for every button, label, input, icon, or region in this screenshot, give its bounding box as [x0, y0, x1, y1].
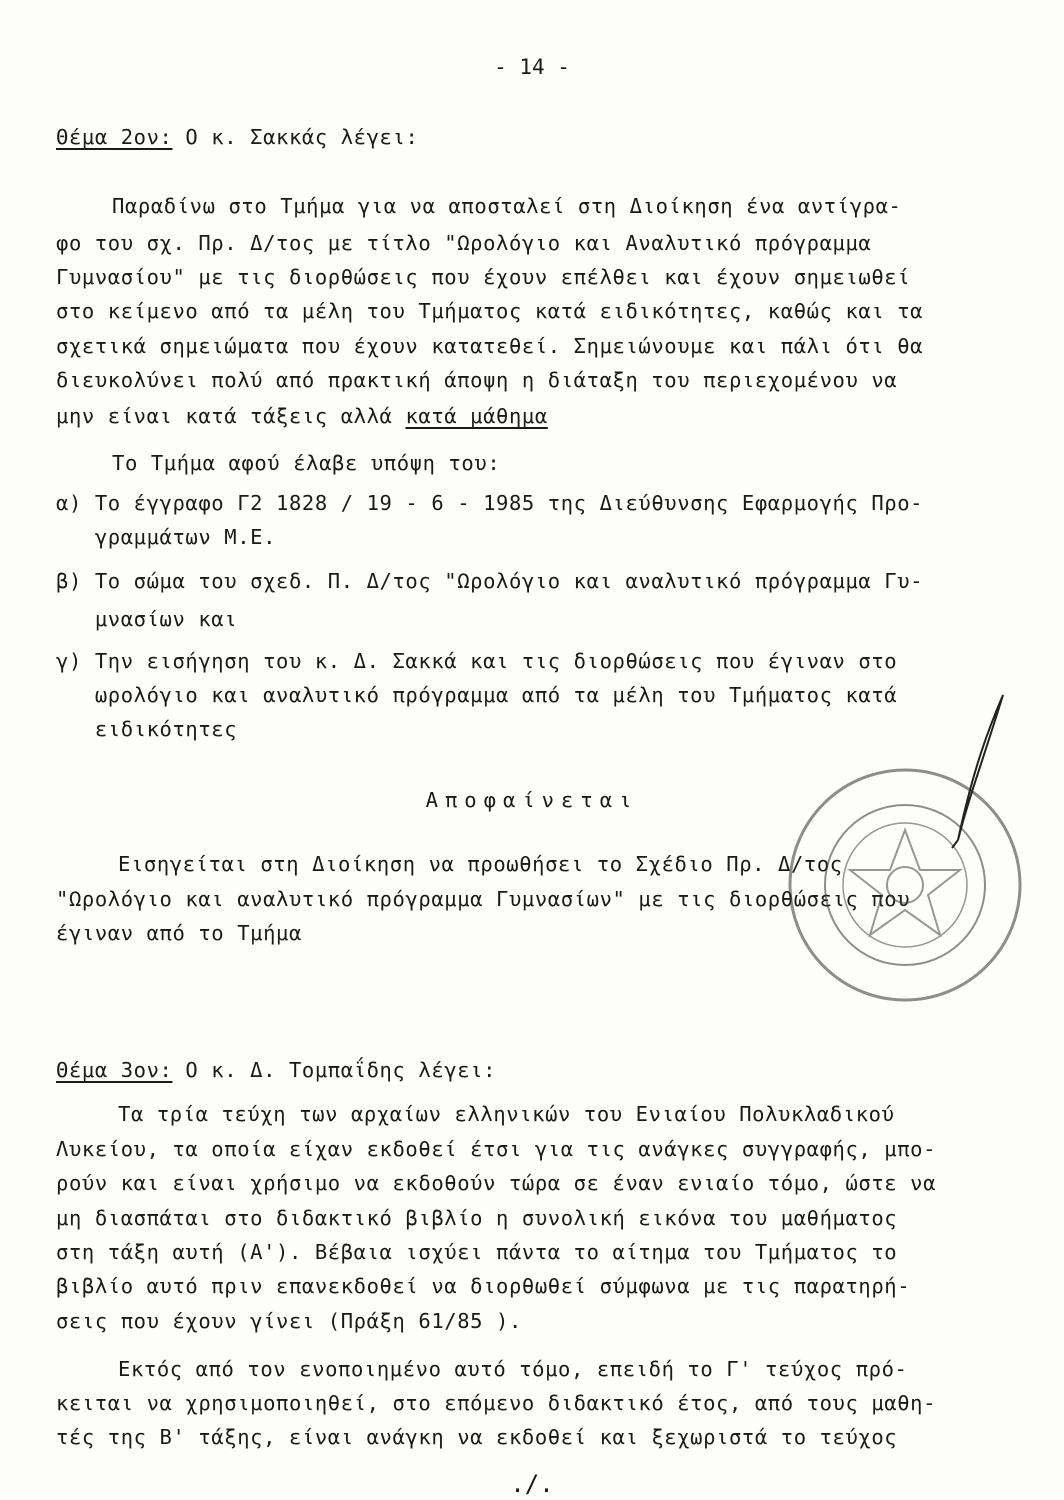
topic2-para-line-2: φο του σχ. Πρ. Δ/τος με τίτλο "Ωρολόγιο και Αναλυτικό πρόγραμμα	[56, 231, 872, 255]
topic2-last-line-prefix: μην είναι κατά τάξεις αλλά	[56, 404, 406, 428]
topic3-heading: Θέμα 3ον:	[56, 1058, 173, 1082]
topic3-para1-line-6: βιβλίο αυτό πριν επανεκδοθεί να διορθωθεί σύμφωνα με τις παρατηρή-	[56, 1274, 911, 1298]
topic3-para2-line-3: τές της Β' τάξης, είναι ανάγκη να εκδοθεί και ξεχωριστά το τεύχος	[56, 1425, 898, 1449]
decision-line-3: έγιναν από το Τμήμα	[56, 921, 302, 945]
topic2-item-b-1: β) Το σώμα του σχεδ. Π. Δ/τος "Ωρολόγιο και αναλυτικό πρόγραμμα Γυ-	[56, 569, 924, 593]
topic3-para1-line-4: μη διασπάται στο διδακτικό βιβλίο η συνολική εικόνα του μαθήματος	[56, 1206, 898, 1230]
topic3-para2-line-1: Εκτός από τον ενοποιημένο αυτό τόμο, επειδή το Γ' τεύχος πρό-	[118, 1357, 908, 1381]
topic2-para-line-3: Γυμνασίου" με τις διορθώσεις που έχουν επέλθει και έχουν σημειωθεί	[56, 265, 911, 289]
page-number: - 14 -	[494, 55, 570, 79]
topic3-para1-line-5: στη τάξη αυτή (Α'). Βέβαια ισχύει πάντα το αίτημα του Τμήματος το	[56, 1240, 898, 1264]
topic2-heading-line	[56, 124, 418, 150]
topic2-para-line-4: στο κείμενο από τα μέλη του Τμήματος κατά ειδικότητες, καθώς και τα	[56, 299, 924, 323]
topic2-para-line-7	[56, 403, 548, 429]
topic2-para-line-5: σχετικά σημειώματα που έχουν κατατεθεί. Σημειώνουμε και πάλι ότι θα	[56, 334, 924, 358]
continuation-mark: ./.	[510, 1470, 554, 1498]
topic2-item-a-1: α) Το έγγραφο Γ2 1828 / 19 - 6 - 1985 της Διεύθυνσης Εφαρμογής Προ-	[56, 491, 924, 515]
topic2-item-a-2: γραμμάτων Μ.Ε.	[56, 525, 277, 549]
topic3-para1-line-7: σεις που έχουν γίνει (Πράξη 61/85 ).	[56, 1309, 522, 1333]
topic2-para-line-6: διευκολύνει πολύ από πρακτική άποψη η διάταξη του περιεχομένου να	[56, 368, 898, 392]
topic3-para1-line-1: Τα τρία τεύχη των αρχαίων ελληνικών του Ενιαίου Πολυκλαδικού	[118, 1102, 895, 1126]
topic2-item-b-2: μνασίων και	[56, 607, 238, 631]
topic3-speaker: Ο κ. Δ. Τομπαΐδης λέγει:	[172, 1058, 497, 1082]
decision-line-2: "Ωρολόγιο και αναλυτικό πρόγραμμα Γυμνασίων" με τις διορθώσεις που	[56, 887, 911, 911]
topic3-para1-line-2: Λυκείου, τα οποία είχαν εκδοθεί έτσι για τις ανάγκες συγγραφής, μπο-	[56, 1137, 937, 1161]
topic2-last-line-underlined: κατά μάθημα	[405, 404, 548, 428]
topic3-heading-line	[56, 1057, 496, 1083]
topic2-intro: Το Τμήμα αφού έλαβε υπόψη του:	[112, 451, 501, 475]
topic2-speaker: Ο κ. Σακκάς λέγει:	[172, 125, 419, 149]
decision-line-1: Εισηγείται στη Διοίκηση να προωθήσει το Σχέδιο Πρ. Δ/τος	[118, 852, 843, 876]
topic3-para1-line-3: ρούν και είναι χρήσιμο να εκδοθούν τώρα σε έναν ενιαίο τόμο, ώστε να	[56, 1171, 937, 1195]
topic2-item-c-3: ειδικότητες	[56, 717, 238, 741]
topic2-para-line-1: Παραδίνω στο Τμήμα για να αποσταλεί στη Διοίκηση ένα αντίγρα-	[112, 194, 902, 218]
topic2-heading: Θέμα 2ον:	[56, 125, 173, 149]
topic2-item-c-1: γ) Την εισήγηση του κ. Δ. Σακκά και τις διορθώσεις που έγιναν στο	[56, 649, 898, 673]
signature-stroke-icon	[948, 690, 1008, 850]
decision-title: Αποφαίνεται	[425, 788, 639, 812]
topic2-item-c-2: ωρολόγιο και αναλυτικό πρόγραμμα από τα μέλη του Τμήματος κατά	[56, 683, 898, 707]
topic3-para2-line-2: κειται να χρησιμοποιηθεί, στο επόμενο διδακτικό έτος, από τους μαθη-	[56, 1391, 937, 1415]
